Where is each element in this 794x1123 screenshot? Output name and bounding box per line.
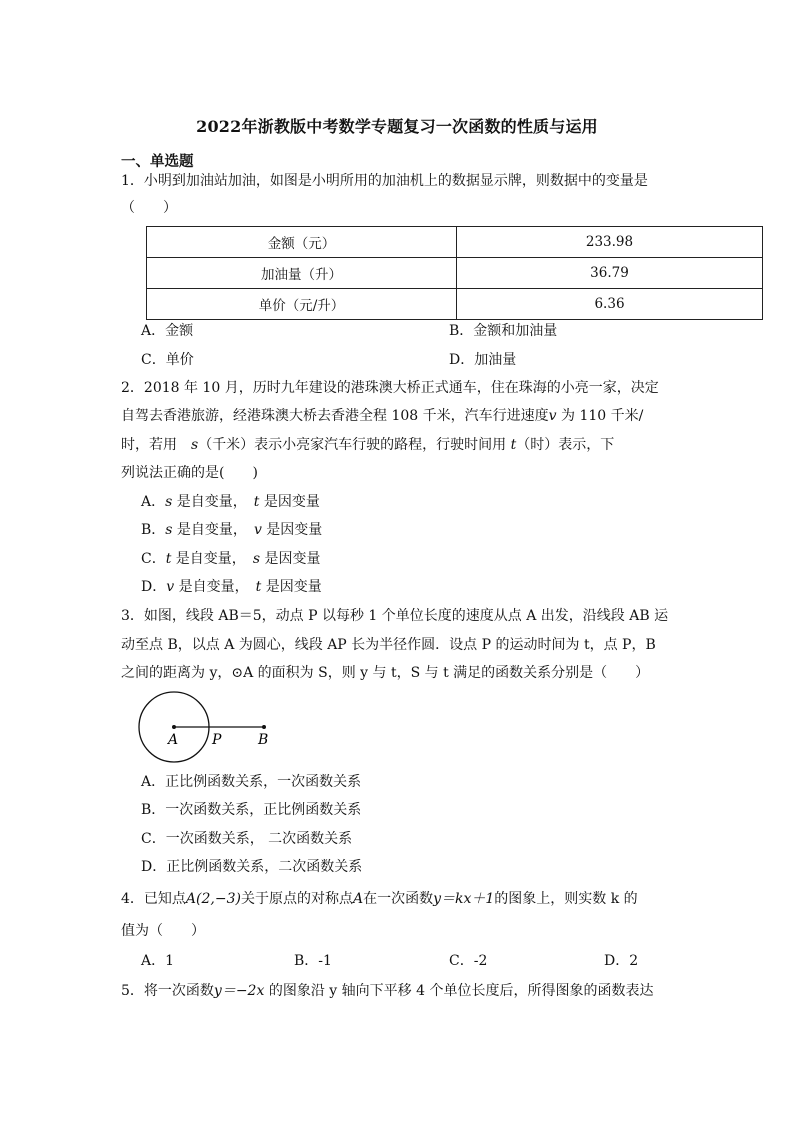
q2-line-3: [121, 435, 614, 455]
math-var: t: [255, 579, 262, 595]
q1-option-a[interactable]: A．金额: [141, 323, 194, 339]
q3-line-1: 3．如图，线段 AB＝5，动点 P 以每秒 1 个单位长度的速度从点 A 出发，沿线段 AB 运: [121, 608, 669, 624]
q2-option-b[interactable]: [141, 520, 322, 540]
section-title: 一、单选题: [121, 153, 194, 170]
text-segment: 是因变量: [259, 494, 320, 510]
text-segment: 4．已知点: [121, 891, 186, 907]
q3-circle-figure: [130, 689, 290, 767]
text-segment: 是因变量: [261, 522, 323, 538]
math-var: v: [166, 579, 175, 595]
text-segment: 是因变量: [261, 579, 322, 595]
q4-option-c[interactable]: C．-2: [449, 953, 488, 969]
table-row: [147, 289, 763, 320]
q3-line-2: 动至点 B，以点 A 为圆心，线段 AP 长为半径作圆．设点 P 的运动时间为 t，点 P，B: [121, 637, 656, 653]
math-expression: y＝−2x: [213, 983, 265, 999]
q3-option-b[interactable]: B．一次函数关系，正比例函数关系: [141, 802, 362, 818]
q2-option-a[interactable]: [141, 492, 320, 512]
table-cell: 36.79: [457, 258, 763, 289]
text-segment: 是自变量，: [174, 579, 256, 595]
q2-option-d[interactable]: [141, 577, 322, 597]
page-title: 2022年浙教版中考数学专题复习一次函数的性质与运用: [196, 117, 598, 136]
math-expression: A(2,−3): [185, 891, 241, 907]
text-segment: 是自变量，: [171, 551, 253, 567]
q4-line-2: 值为（ ）: [121, 923, 205, 939]
table-row: [147, 227, 763, 258]
label-a: A: [168, 732, 179, 748]
option-label: D．: [141, 579, 167, 595]
q5-line-1: [121, 981, 653, 1001]
text-segment: 是自变量，: [172, 494, 254, 510]
text-segment: 的图象沿 y 轴向下平移 4 个单位长度后，所得图象的函数表达: [264, 983, 654, 999]
q4-line-1: [121, 889, 638, 909]
text-segment: 关于原点的对称点: [240, 891, 353, 907]
math-var: s: [165, 522, 173, 538]
q3-option-a[interactable]: A．正比例函数关系，一次函数关系: [141, 774, 362, 790]
label-b: B: [258, 732, 269, 748]
option-label: B．: [141, 522, 166, 538]
q4-option-d[interactable]: D．2: [604, 953, 639, 969]
text-segment: 5．将一次函数: [121, 983, 214, 999]
q1-option-b[interactable]: B．金额和加油量: [449, 323, 558, 339]
text-segment: 是自变量，: [172, 522, 254, 538]
q4-option-a[interactable]: A．1: [141, 953, 175, 969]
q3-line-3: 之间的距离为 y，⊙A 的面积为 S，则 y 与 t，S 与 t 满足的函数关系分别是（ ）: [121, 665, 650, 681]
q1-option-d[interactable]: D．加油量: [449, 352, 517, 368]
q4-option-b[interactable]: B．-1: [294, 953, 332, 969]
table-row: [147, 258, 763, 289]
text-segment: （千米）表示小亮家汽车行驶的路程，行驶时间用: [198, 437, 511, 453]
math-var: A: [352, 891, 364, 907]
point-a-dot: [172, 725, 176, 729]
table-cell: 233.98: [457, 227, 763, 258]
table-cell: 金额（元）: [147, 227, 457, 258]
math-var: s: [191, 437, 199, 453]
math-expression: y＝kx＋1: [433, 891, 495, 907]
text-segment: 在一次函数: [363, 891, 434, 907]
q2-line-4: 列说法正确的是( ): [121, 465, 258, 481]
q2-line-2: [121, 406, 643, 426]
text-segment: 为 110 千米/: [556, 408, 644, 424]
table-cell: 加油量（升）: [147, 258, 457, 289]
math-var: t: [165, 551, 172, 567]
q2-option-c[interactable]: [141, 549, 320, 569]
table-cell: 单价（元/升）: [147, 289, 457, 320]
math-var: v: [253, 522, 262, 538]
text-segment: 时，若用: [121, 437, 191, 453]
math-var: s: [165, 494, 173, 510]
q1-line-1: 1．小明到加油站加油，如图是小明所用的加油机上的数据显示牌，则数据中的变量是: [121, 173, 648, 189]
q3-option-c[interactable]: C．一次函数关系， 二次函数关系: [141, 831, 353, 847]
text-segment: 是因变量: [260, 551, 321, 567]
option-label: A．: [141, 494, 166, 510]
label-p: P: [212, 732, 222, 748]
math-var: t: [253, 494, 260, 510]
option-label: C．: [141, 551, 166, 567]
q3-option-d[interactable]: D．正比例函数关系，二次函数关系: [141, 859, 363, 875]
q2-line-1: 2．2018 年 10 月，历时九年建设的港珠澳大桥正式通车，住在珠海的小亮一家，决定: [121, 380, 659, 396]
table-cell: 6.36: [457, 289, 763, 320]
q1-option-c[interactable]: C．单价: [141, 352, 194, 368]
text-segment: （时）表示，下: [516, 437, 615, 453]
math-var: t: [510, 437, 517, 453]
q1-line-2: （ ）: [121, 200, 177, 216]
point-b-dot: [262, 725, 266, 729]
math-var: v: [548, 408, 557, 424]
text-segment: 自驾去香港旅游，经港珠澳大桥去香港全程 108 千米，汽车行进速度: [121, 408, 549, 424]
math-var: s: [252, 551, 260, 567]
text-segment: 的图象上，则实数 k 的: [494, 891, 638, 907]
q1-data-table: [146, 226, 763, 320]
